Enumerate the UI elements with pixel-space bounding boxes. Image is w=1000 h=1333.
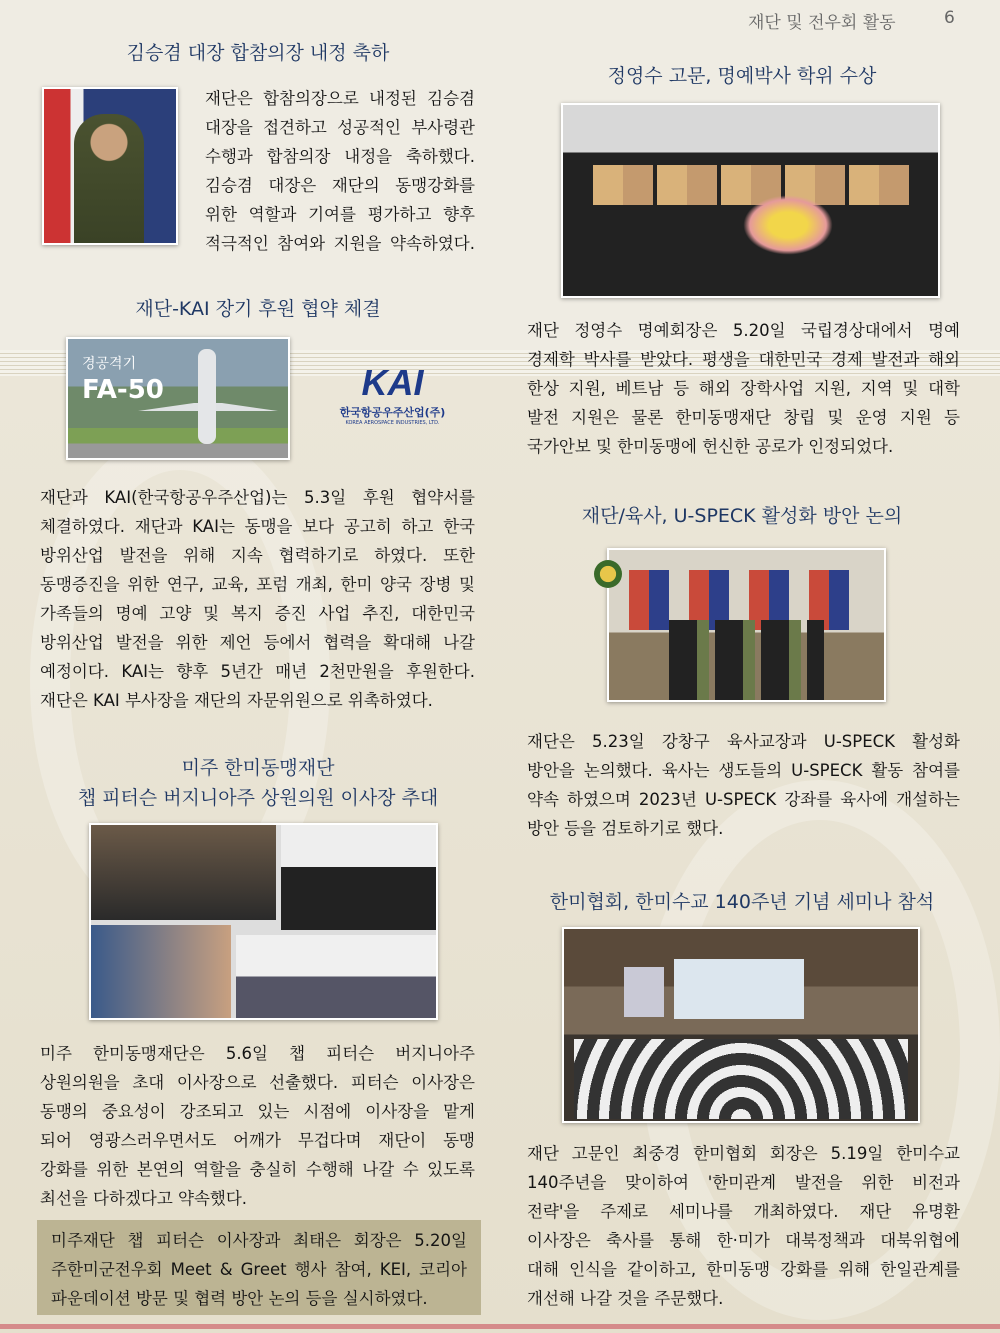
text-line: 강화를 위한 본연의 역할을 충실히 수행해 나갈 수 있도록 bbox=[40, 1160, 475, 1179]
article-title: 정영수 고문, 명예박사 학위 수상 bbox=[607, 65, 877, 87]
text-line: 한상 지원, 베트남 등 해외 장학사업 지원, 지역 및 대학 bbox=[527, 379, 960, 398]
text-line: 재단 정영수 명예회장은 5.20일 국립경상대에서 명예 bbox=[527, 321, 960, 340]
text-line: 동맹의 중요성이 강조되고 있는 시점에 이사장을 맡게 bbox=[40, 1102, 475, 1121]
highlight-box bbox=[37, 1220, 481, 1315]
text-line: 경제학 박사를 받았다. 평생을 대한민국 경제 발전과 해외 bbox=[527, 350, 960, 369]
page-number: 6 bbox=[944, 8, 955, 28]
text-line: 적극적인 참여와 지원을 약속하였다. bbox=[205, 234, 475, 253]
text-line: 이사장은 축사를 통해 한·미가 대북정책과 대북위협에 bbox=[527, 1231, 960, 1250]
text-line: 위한 역할과 기여를 평가하고 향후 bbox=[205, 205, 475, 224]
text-line: 되어 영광스러우면서도 어깨가 무겁다며 재단이 동맹 bbox=[40, 1131, 475, 1150]
article-title: 김승겸 대장 합참의장 내정 축하 bbox=[126, 42, 390, 64]
article-title: 재단-KAI 장기 후원 협약 체결 bbox=[135, 298, 381, 320]
article-body bbox=[40, 483, 475, 715]
text-line: 상원의원을 초대 이사장으로 선출했다. 피터슨 이사장은 bbox=[40, 1073, 475, 1092]
text-line: 가족들의 명예 고양 및 복지 증진 사업 추진, 대한민국 bbox=[40, 604, 475, 623]
text-line: 방위산업 발전을 위해 지속 협력하기로 하였다. 또한 bbox=[40, 546, 475, 565]
text-line: 140주년을 맞이하여 '한미관계 발전을 위한 비전과 bbox=[527, 1173, 960, 1192]
text-line: 예정이다. KAI는 향후 5년간 매년 2천만원을 후원한다. bbox=[40, 662, 475, 681]
fa50-aircraft-image bbox=[66, 337, 290, 460]
text-line: 최선을 다하겠다고 약속했다. bbox=[40, 1189, 248, 1208]
text-line: 대해 인식을 같이하고, 한미동맹 강화를 위해 한일관계를 bbox=[527, 1260, 960, 1279]
text-line: 대장을 접견하고 성공적인 부사령관 bbox=[205, 118, 475, 137]
bottom-rule bbox=[0, 1324, 1000, 1329]
text-line: 방안을 논의했다. 육사는 생도들의 U-SPECK 활동 참여를 bbox=[527, 761, 960, 780]
article-title: 한미협회, 한미수교 140주년 기념 세미나 참석 bbox=[549, 891, 935, 913]
article-subtitle: 챕 피터슨 버지니아주 상원의원 이사장 추대 bbox=[77, 787, 439, 809]
meeting-photo bbox=[607, 548, 886, 702]
article-body bbox=[527, 1139, 960, 1313]
text-line: 김승겸 대장은 재단의 동맹강화를 bbox=[205, 176, 475, 195]
text-line: 수행과 합참의장 내정을 축하했다. bbox=[205, 147, 475, 166]
article-body bbox=[527, 727, 960, 843]
text-line: 주한미군전우회 Meet & Greet 행사 참여, KEI, 코리아 bbox=[51, 1260, 467, 1279]
article-body bbox=[205, 84, 475, 258]
text-line: 파운데이션 방문 및 협력 방안 논의 등을 실시하였다. bbox=[51, 1289, 428, 1308]
kai-logo-name: KAI bbox=[361, 362, 424, 403]
seminar-photo bbox=[562, 927, 920, 1123]
kai-logo-korean: 한국항공우주산업(주) bbox=[339, 406, 446, 419]
image-model: FA-50 bbox=[82, 375, 164, 405]
text-line: 발전 지원은 물론 한미동맹재단 창립 및 운영 지원 등 bbox=[527, 408, 960, 427]
text-line: 방안 등을 검토하기로 했다. bbox=[527, 819, 724, 838]
text-line: 재단 고문인 최중경 한미협회 회장은 5.19일 한미수교 bbox=[527, 1144, 960, 1163]
kai-logo bbox=[325, 362, 460, 437]
text-line: 미주재단 챕 피터슨 이사장과 최태은 회장은 5.20일 bbox=[51, 1231, 467, 1250]
article-title: 미주 한미동맹재단 bbox=[181, 757, 335, 779]
general-portrait-photo bbox=[42, 87, 178, 245]
text-line: 개선해 나갈 것을 주문했다. bbox=[527, 1289, 724, 1308]
article-title: 재단/육사, U-SPECK 활성화 방안 논의 bbox=[581, 505, 903, 527]
photo-collage bbox=[89, 823, 438, 1020]
article-body bbox=[527, 316, 960, 461]
text-line: 재단은 합참의장으로 내정된 김승겸 bbox=[205, 89, 475, 108]
article-body bbox=[40, 1039, 475, 1213]
text-line: 전략'을 주제로 세미나를 개최하였다. 재단 유명환 bbox=[527, 1202, 960, 1221]
section-header: 재단 및 전우회 활동 bbox=[748, 13, 896, 33]
text-line: 동맹증진을 위한 연구, 교육, 포럼 개최, 한미 양국 장병 및 bbox=[40, 575, 475, 594]
text-line: 재단은 KAI 부사장을 재단의 자문위원으로 위촉하였다. bbox=[40, 691, 433, 710]
text-line: 체결하였다. 재단과 KAI는 동맹을 보다 공고히 하고 한국 bbox=[40, 517, 475, 536]
text-line: 재단은 5.23일 강창구 육사교장과 U-SPECK 활성화 bbox=[527, 732, 960, 751]
text-line: 약속 하였으며 2023년 U-SPECK 강좌를 육사에 개설하는 bbox=[527, 790, 960, 809]
kai-logo-english: KOREA AEROSPACE INDUSTRIES, LTD. bbox=[345, 420, 440, 426]
text-line: 미주 한미동맹재단은 5.6일 챕 피터슨 버지니아주 bbox=[40, 1044, 475, 1063]
text-line: 국가안보 및 한미동맹에 헌신한 공로가 인정되었다. bbox=[527, 437, 894, 456]
image-label: 경공격기 bbox=[82, 356, 137, 372]
academy-emblem-icon bbox=[594, 560, 622, 588]
text-line: 재단과 KAI(한국항공우주산업)는 5.3일 후원 협약서를 bbox=[40, 488, 475, 507]
text-line: 방위산업 발전을 위한 제언 등에서 협력을 확대해 나갈 bbox=[40, 633, 475, 652]
graduation-photo bbox=[561, 103, 940, 298]
